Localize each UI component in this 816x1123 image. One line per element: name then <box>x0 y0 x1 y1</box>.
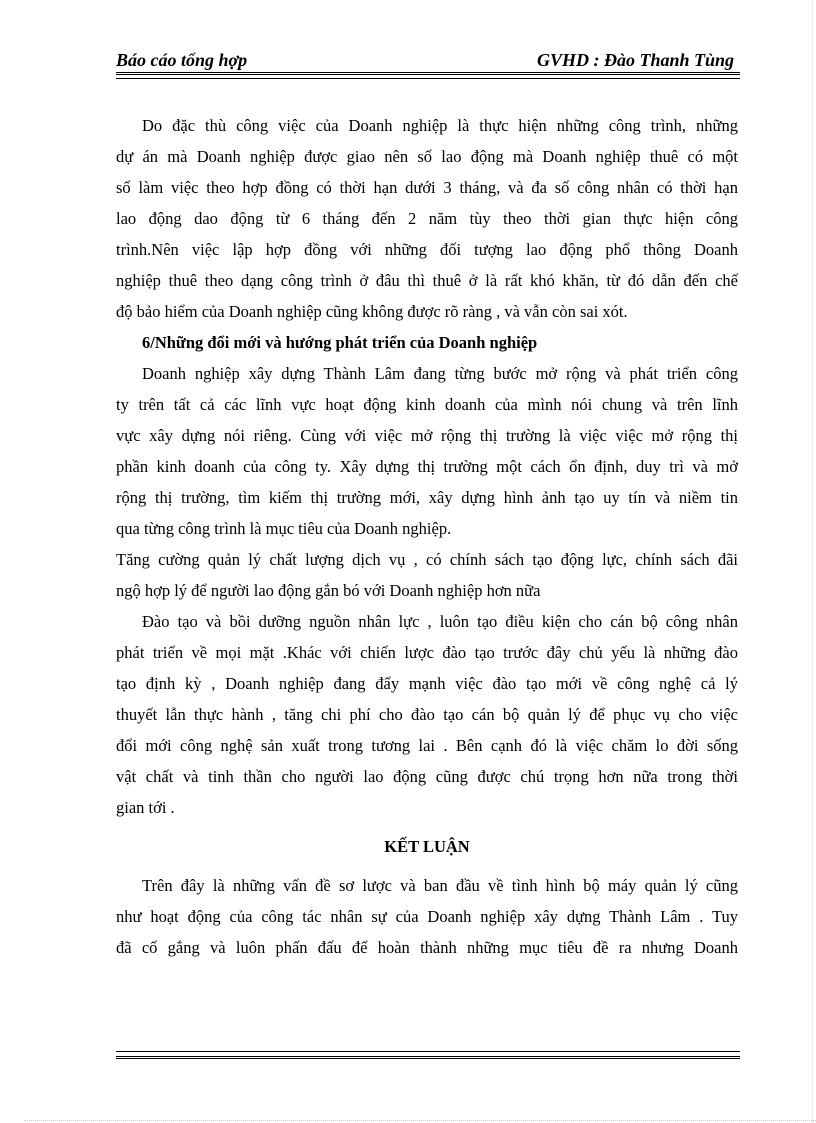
paragraph-line: vật chất và tinh thần cho người lao động cũng được chú trọng hơn nữa trong thời <box>116 767 738 786</box>
paragraph-line: độ bảo hiểm của Doanh nghiệp cũng không được rõ ràng , và vẫn còn sai xót. <box>116 302 628 321</box>
paragraph-line: Tăng cường quản lý chất lượng dịch vụ , có chính sách tạo động lực, chính sách đãi <box>116 550 738 569</box>
section-heading: 6/Những đổi mới và hướng phát triển của Doanh nghiệp <box>142 333 538 352</box>
header-supervisor: GVHD : Đào Thanh Tùng <box>536 50 734 70</box>
paragraph-line: rộng thị trường, tìm kiếm thị trường mới, xây dựng hình ảnh tạo uy tín và niềm tin <box>116 488 738 507</box>
paragraph-line: ty trên tất cả các lĩnh vực hoạt động kinh doanh của mình nói chung và trên lĩnh <box>116 395 738 414</box>
footer-rule <box>116 1051 740 1059</box>
paragraph-line: gian tới . <box>116 798 175 817</box>
paragraph-line: dự án mà Doanh nghiệp được giao nên số lao động mà Doanh nghiệp thuê có một <box>116 147 738 166</box>
page-edge-bottom <box>24 1120 816 1121</box>
conclusion-heading: KẾT LUẬN <box>384 837 470 856</box>
paragraph-line: số làm việc theo hợp đồng có thời hạn dưới 3 tháng, và đa số công nhân có thời hạn <box>116 178 738 197</box>
paragraph-line: nghiệp thuê theo dạng công trình ở đâu thì thuê ở là rất khó khăn, từ đó dẫn đến chế <box>116 271 738 290</box>
paragraph-line: tạo định kỳ , Doanh nghiệp đang đẩy mạnh việc đào tạo mới về công nghệ cả lý <box>116 674 738 693</box>
paragraph-line: qua từng công trình là mục tiêu của Doanh nghiệp. <box>116 519 452 538</box>
page-edge-right <box>812 0 813 1123</box>
paragraph-line: phần kinh doanh của công ty. Xây dựng thị trường một cách ổn định, duy trì và mở <box>116 457 738 476</box>
header-rule <box>116 72 740 79</box>
paragraph-line: như hoạt động của công tác nhân sự của Doanh nghiệp xây dựng Thành Lâm . Tuy <box>116 907 738 926</box>
paragraph-line: thuyết lẫn thực hành , tăng chi phí cho đào tạo cán bộ quản lý để phục vụ cho việc <box>116 705 738 724</box>
paragraph-line: ngộ hợp lý để người lao động gắn bó với Doanh nghiệp hơn nữa <box>116 581 541 600</box>
paragraph-line: Trên đây là những vấn đề sơ lược và ban đầu về tình hình bộ máy quản lý cũng <box>142 876 738 895</box>
paragraph-line: lao động dao động từ 6 tháng đến 2 năm tùy theo thời gian thực hiện công <box>116 209 738 228</box>
header-report-title: Báo cáo tổng hợp <box>116 50 248 70</box>
paragraph-line: Đào tạo và bồi dưỡng nguồn nhân lực , luôn tạo điều kiện cho cán bộ công nhân <box>142 612 738 631</box>
paragraph-line: phát triển về mọi mặt .Khác với chiến lược đào tạo trước đây chủ yếu là những đào <box>116 643 738 662</box>
paragraph-line: đã cố gắng và luôn phấn đấu để hoàn thành những mục tiêu đề ra nhưng Doanh <box>116 938 738 957</box>
paragraph-line: vực xây dựng nói riêng. Cùng với việc mở rộng thị trường là việc việc mở rộng thị <box>116 426 738 445</box>
paragraph-line: đổi mới công nghệ sản xuất trong tương lai . Bên cạnh đó là việc chăm lo đời sống <box>116 736 738 755</box>
paragraph-line: Do đặc thù công việc của Doanh nghiệp là thực hiện những công trình, những <box>142 116 738 135</box>
paragraph-line: trình.Nên việc lập hợp đồng với những đối tượng lao động phổ thông Doanh <box>116 240 738 259</box>
paragraph-line: Doanh nghiệp xây dựng Thành Lâm đang từng bước mở rộng và phát triển công <box>142 364 738 383</box>
page-header <box>116 46 740 74</box>
